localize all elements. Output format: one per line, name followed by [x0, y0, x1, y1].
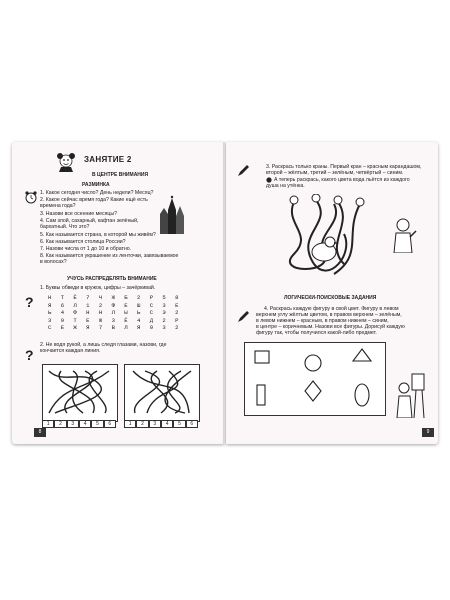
question-line: 5. Как называется страна, в которой мы живём?	[40, 232, 156, 238]
question-mark-icon	[24, 347, 38, 363]
question-line: 7. Назови числа от 1 до 10 и обратно.	[40, 246, 132, 252]
pencil-icon	[236, 164, 250, 178]
maze-number-cell: 4	[161, 420, 173, 428]
warmup-heading: РАЗМИНКА	[82, 182, 110, 188]
triangle-shape	[353, 349, 371, 361]
pencil-icon	[236, 310, 250, 324]
oval-shape	[355, 384, 369, 406]
right-page	[226, 142, 438, 444]
maze-number-cell: 2	[54, 420, 66, 428]
question-line: бархатный. Что это?	[40, 224, 90, 230]
maze-number-cell: 5	[91, 420, 103, 428]
task3-line: 3. Раскрась только краны. Первый кран – красным карандашом,	[266, 164, 422, 170]
alarm-clock-icon	[24, 190, 38, 204]
task4-line: в центре – коричневым. Назови все фигуры. Дорисуй каждую	[256, 324, 405, 330]
maze-number-cell: 1	[42, 420, 54, 428]
maze-1-numbers	[42, 420, 116, 428]
maze-2-numbers	[124, 420, 198, 428]
girl-mascot-icon	[56, 150, 76, 172]
left-page	[12, 142, 224, 444]
maze-number-cell: 1	[124, 420, 136, 428]
task3-line: А теперь раскрась, какого цвета вода льётся из каждого	[274, 177, 410, 183]
task3-line: душа на утёнка.	[266, 183, 305, 189]
task3-line: второй – жёлтым, третий – зелёным, четвёртый – синим.	[266, 170, 404, 176]
line-maze-2	[124, 364, 200, 422]
question-line: 1. Какое сегодня число? День недели? Месяц?	[40, 190, 154, 196]
line-maze-1	[42, 364, 118, 422]
rhombus-shape	[305, 381, 321, 401]
maze-number-cell: 3	[149, 420, 161, 428]
boy-figure-icon	[388, 217, 418, 253]
task4-line: в левом нижнем – красным, в правом нижнем – синим,	[256, 318, 389, 324]
question-line: в волосах?	[40, 259, 67, 265]
kremlin-icon	[156, 194, 186, 234]
lesson-title: ЗАНЯТИЕ 2	[84, 155, 132, 164]
maze-number-cell: 2	[136, 420, 148, 428]
square-shape	[255, 351, 269, 363]
logic-heading: ЛОГИЧЕСКИ-ПОИСКОВЫЕ ЗАДАНИЯ	[284, 295, 377, 301]
maze-number-cell: 4	[79, 420, 91, 428]
page-number: 8	[34, 428, 46, 437]
letter-grid	[48, 294, 182, 332]
question-line: времена года?	[40, 203, 76, 209]
tangled-lines	[43, 365, 117, 421]
grid-row: Я 6 Л 1 2 Ф Е Ш С 3 Е	[48, 301, 182, 309]
task2-line: кончается каждая линия.	[40, 348, 101, 354]
question-line: 8. Как называется украшение из ленточки, завязываемое	[40, 253, 179, 259]
lesson-subtitle: В ЦЕНТРЕ ВНИМАНИЯ	[92, 172, 149, 178]
task4-line: 4. Раскрась каждую фигуру в свой цвет. Фигуру в левом	[264, 306, 399, 312]
maze-number-cell: 6	[186, 420, 198, 428]
question-line: 2. Какое сейчас время года? Какие ещё есть	[40, 197, 148, 203]
question-line: 6. Как называется столица России?	[40, 239, 126, 245]
task4-line: верхнем углу жёлтым цветом, в правом верхнем – зелёным,	[256, 312, 402, 318]
question-mark-icon	[24, 294, 38, 310]
maze-number-cell: 3	[67, 420, 79, 428]
tall-rectangle-shape	[257, 385, 265, 405]
svg-text:?: ?	[25, 294, 34, 310]
question-line: 3. Назови все осенние месяцы?	[40, 211, 118, 217]
tangled-lines	[125, 365, 199, 421]
grid-row: Ь 4 Ф Н Н Л Ы Ь С Э 2	[48, 309, 182, 317]
grid-row: С Е Ж Я 7 В Л Я 9 3 2	[48, 324, 182, 332]
attention-heading: УЧУСЬ РАСПРЕДЕЛЯТЬ ВНИМАНИЕ	[67, 276, 157, 282]
shapes-box	[244, 342, 386, 416]
maze-number-cell: 5	[173, 420, 185, 428]
task4-line: фигуру так, чтобы получился какой-либо предмет.	[256, 330, 377, 336]
task2-line: 2. Не водя рукой, а лишь следя глазами, назови, где	[40, 342, 167, 348]
shower-pipes-illustration	[274, 194, 374, 286]
open-workbook	[12, 142, 438, 444]
maze-number-cell: 6	[104, 420, 116, 428]
grid-row: Н Т Ё 7 Ч Ж Б 2 Р 5 8	[48, 294, 182, 301]
shapes-drawing	[245, 343, 385, 415]
task1-text: 1. Буквы обведи в кружок, цифры – зачёркивай.	[40, 285, 156, 291]
grid-row: 3 9 Т Е Ж 3 Ё 4 Д 2 Р	[48, 316, 182, 324]
svg-text:?: ?	[25, 347, 34, 363]
circle-shape	[305, 355, 321, 371]
page-number: 9	[422, 428, 434, 437]
question-line: 4. Сам злой, сахарный, кафтан зелёный,	[40, 218, 139, 224]
painter-boy-icon	[394, 372, 426, 418]
